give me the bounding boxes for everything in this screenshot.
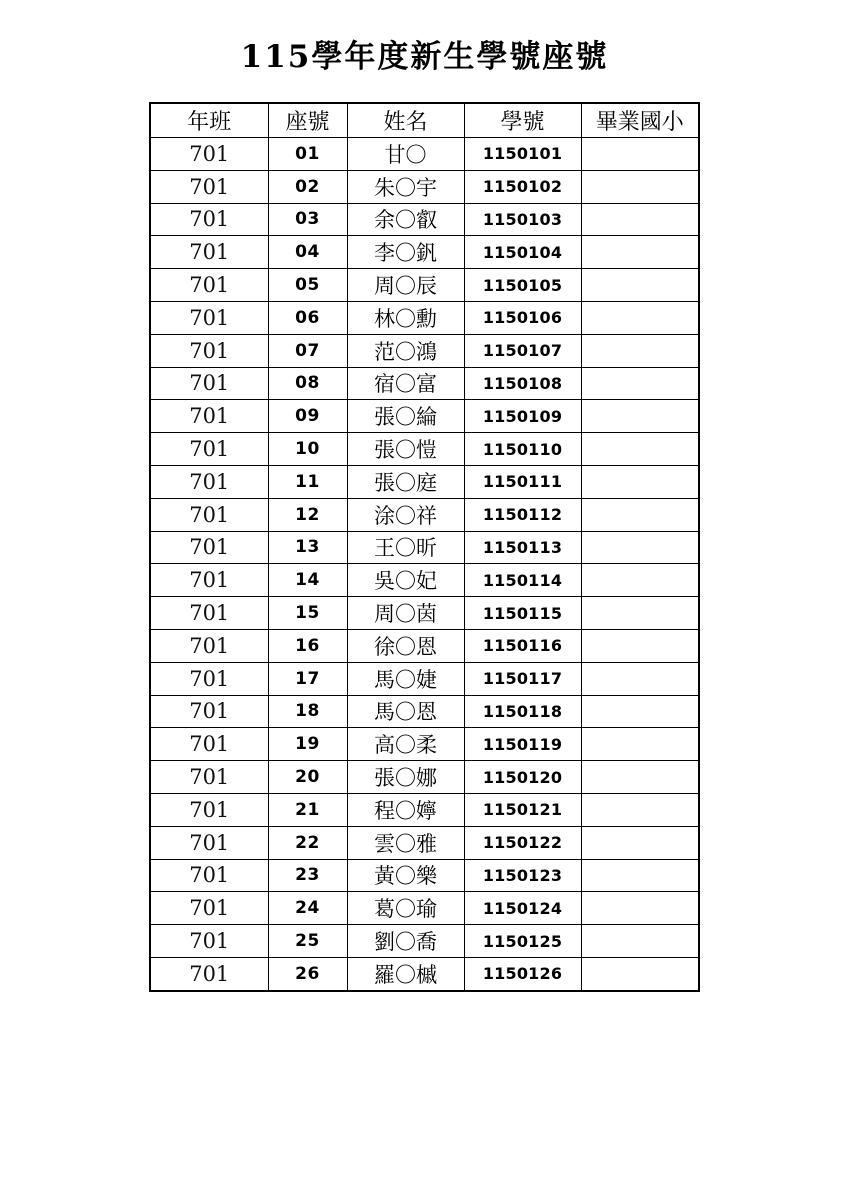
student-id-cell: 1150125 (464, 925, 581, 958)
header-row (150, 103, 699, 138)
primary-school-cell (581, 334, 699, 367)
table-row (150, 367, 699, 400)
class-cell: 701 (150, 236, 268, 269)
table-row (150, 957, 699, 990)
primary-school-cell (581, 269, 699, 302)
header-name: 姓名 (347, 103, 464, 138)
class-cell: 701 (150, 400, 268, 433)
table-row (150, 269, 699, 302)
student-id-cell: 1150108 (464, 367, 581, 400)
student-id-cell: 1150116 (464, 629, 581, 662)
student-name-cell: 劉〇喬 (347, 925, 464, 958)
seat-number-cell: 14 (268, 564, 347, 597)
student-name-cell: 朱〇宇 (347, 170, 464, 203)
seat-number-cell: 01 (268, 138, 347, 171)
student-id-cell: 1150111 (464, 465, 581, 498)
table-row (150, 793, 699, 826)
student-id-cell: 1150120 (464, 761, 581, 794)
primary-school-cell (581, 367, 699, 400)
table-row (150, 728, 699, 761)
primary-school-cell (581, 498, 699, 531)
student-id-cell: 1150104 (464, 236, 581, 269)
table-row (150, 138, 699, 171)
primary-school-cell (581, 662, 699, 695)
table-row (150, 170, 699, 203)
student-name-cell: 王〇昕 (347, 531, 464, 564)
header-class: 年班 (150, 103, 268, 138)
seat-number-cell: 07 (268, 334, 347, 367)
seat-number-cell: 24 (268, 892, 347, 925)
class-cell: 701 (150, 957, 268, 990)
class-cell: 701 (150, 662, 268, 695)
seat-number-cell: 25 (268, 925, 347, 958)
class-cell: 701 (150, 859, 268, 892)
primary-school-cell (581, 564, 699, 597)
student-id-cell: 1150121 (464, 793, 581, 826)
seat-number-cell: 17 (268, 662, 347, 695)
primary-school-cell (581, 925, 699, 958)
table-header (150, 103, 699, 138)
student-name-cell: 甘〇 (347, 138, 464, 171)
student-id-cell: 1150107 (464, 334, 581, 367)
student-id-cell: 1150122 (464, 826, 581, 859)
table-row (150, 400, 699, 433)
seat-number-cell: 16 (268, 629, 347, 662)
class-cell: 701 (150, 695, 268, 728)
student-id-cell: 1150112 (464, 498, 581, 531)
primary-school-cell (581, 301, 699, 334)
student-id-cell: 1150109 (464, 400, 581, 433)
primary-school-cell (581, 203, 699, 236)
student-id-cell: 1150113 (464, 531, 581, 564)
student-name-cell: 周〇辰 (347, 269, 464, 302)
table-row (150, 433, 699, 466)
student-name-cell: 張〇庭 (347, 465, 464, 498)
primary-school-cell (581, 170, 699, 203)
table-row (150, 597, 699, 630)
primary-school-cell (581, 629, 699, 662)
seat-number-cell: 18 (268, 695, 347, 728)
student-name-cell: 黃〇樂 (347, 859, 464, 892)
seat-number-cell: 06 (268, 301, 347, 334)
table-body (150, 138, 699, 991)
table-row (150, 859, 699, 892)
seat-number-cell: 08 (268, 367, 347, 400)
primary-school-cell (581, 465, 699, 498)
primary-school-cell (581, 793, 699, 826)
student-id-cell: 1150119 (464, 728, 581, 761)
primary-school-cell (581, 859, 699, 892)
class-cell: 701 (150, 531, 268, 564)
student-name-cell: 馬〇婕 (347, 662, 464, 695)
class-cell: 701 (150, 138, 268, 171)
table-row (150, 531, 699, 564)
seat-number-cell: 19 (268, 728, 347, 761)
student-name-cell: 范〇鴻 (347, 334, 464, 367)
table-row (150, 236, 699, 269)
table-row (150, 695, 699, 728)
table-row (150, 761, 699, 794)
seat-number-cell: 10 (268, 433, 347, 466)
seat-number-cell: 05 (268, 269, 347, 302)
table-row (150, 629, 699, 662)
seat-number-cell: 21 (268, 793, 347, 826)
header-seat: 座號 (268, 103, 347, 138)
seat-number-cell: 22 (268, 826, 347, 859)
student-id-cell: 1150123 (464, 859, 581, 892)
student-name-cell: 雲〇雅 (347, 826, 464, 859)
class-cell: 701 (150, 761, 268, 794)
primary-school-cell (581, 761, 699, 794)
seat-number-cell: 04 (268, 236, 347, 269)
student-name-cell: 徐〇恩 (347, 629, 464, 662)
class-cell: 701 (150, 269, 268, 302)
student-name-cell: 馬〇恩 (347, 695, 464, 728)
student-id-cell: 1150124 (464, 892, 581, 925)
primary-school-cell (581, 728, 699, 761)
class-cell: 701 (150, 597, 268, 630)
table-row (150, 498, 699, 531)
table-row (150, 925, 699, 958)
page-title: 115學年度新生學號座號 (240, 39, 609, 75)
student-name-cell: 余〇叡 (347, 203, 464, 236)
student-id-cell: 1150105 (464, 269, 581, 302)
seat-number-cell: 15 (268, 597, 347, 630)
student-name-cell: 林〇勳 (347, 301, 464, 334)
student-id-cell: 1150126 (464, 957, 581, 990)
student-roster-table (149, 102, 700, 992)
student-name-cell: 宿〇富 (347, 367, 464, 400)
student-id-cell: 1150106 (464, 301, 581, 334)
seat-number-cell: 23 (268, 859, 347, 892)
seat-number-cell: 12 (268, 498, 347, 531)
class-cell: 701 (150, 498, 268, 531)
seat-number-cell: 20 (268, 761, 347, 794)
class-cell: 701 (150, 301, 268, 334)
student-name-cell: 周〇茵 (347, 597, 464, 630)
student-id-cell: 1150103 (464, 203, 581, 236)
student-name-cell: 涂〇祥 (347, 498, 464, 531)
student-name-cell: 李〇釩 (347, 236, 464, 269)
student-name-cell: 張〇娜 (347, 761, 464, 794)
primary-school-cell (581, 826, 699, 859)
primary-school-cell (581, 957, 699, 990)
student-id-cell: 1150101 (464, 138, 581, 171)
class-cell: 701 (150, 334, 268, 367)
primary-school-cell (581, 400, 699, 433)
primary-school-cell (581, 695, 699, 728)
seat-number-cell: 02 (268, 170, 347, 203)
student-id-cell: 1150114 (464, 564, 581, 597)
table-row (150, 892, 699, 925)
header-student-id: 學號 (464, 103, 581, 138)
primary-school-cell (581, 236, 699, 269)
primary-school-cell (581, 597, 699, 630)
class-cell: 701 (150, 728, 268, 761)
class-cell: 701 (150, 367, 268, 400)
student-id-cell: 1150110 (464, 433, 581, 466)
class-cell: 701 (150, 465, 268, 498)
student-name-cell: 張〇綸 (347, 400, 464, 433)
table-row (150, 826, 699, 859)
table-row (150, 203, 699, 236)
seat-number-cell: 09 (268, 400, 347, 433)
class-cell: 701 (150, 892, 268, 925)
class-cell: 701 (150, 203, 268, 236)
primary-school-cell (581, 531, 699, 564)
table-row (150, 662, 699, 695)
student-id-cell: 1150118 (464, 695, 581, 728)
student-id-cell: 1150115 (464, 597, 581, 630)
class-cell: 701 (150, 564, 268, 597)
table-row (150, 301, 699, 334)
table-row (150, 564, 699, 597)
class-cell: 701 (150, 433, 268, 466)
student-id-cell: 1150117 (464, 662, 581, 695)
student-name-cell: 羅〇槭 (347, 957, 464, 990)
student-id-cell: 1150102 (464, 170, 581, 203)
seat-number-cell: 11 (268, 465, 347, 498)
class-cell: 701 (150, 170, 268, 203)
student-name-cell: 葛〇瑜 (347, 892, 464, 925)
class-cell: 701 (150, 925, 268, 958)
table-row (150, 465, 699, 498)
seat-number-cell: 13 (268, 531, 347, 564)
student-name-cell: 高〇柔 (347, 728, 464, 761)
student-name-cell: 程〇嬣 (347, 793, 464, 826)
seat-number-cell: 03 (268, 203, 347, 236)
header-primary-school: 畢業國小 (581, 103, 699, 138)
class-cell: 701 (150, 826, 268, 859)
primary-school-cell (581, 892, 699, 925)
class-cell: 701 (150, 793, 268, 826)
student-name-cell: 張〇愷 (347, 433, 464, 466)
student-name-cell: 吳〇妃 (347, 564, 464, 597)
primary-school-cell (581, 433, 699, 466)
table-row (150, 334, 699, 367)
class-cell: 701 (150, 629, 268, 662)
primary-school-cell (581, 138, 699, 171)
seat-number-cell: 26 (268, 957, 347, 990)
